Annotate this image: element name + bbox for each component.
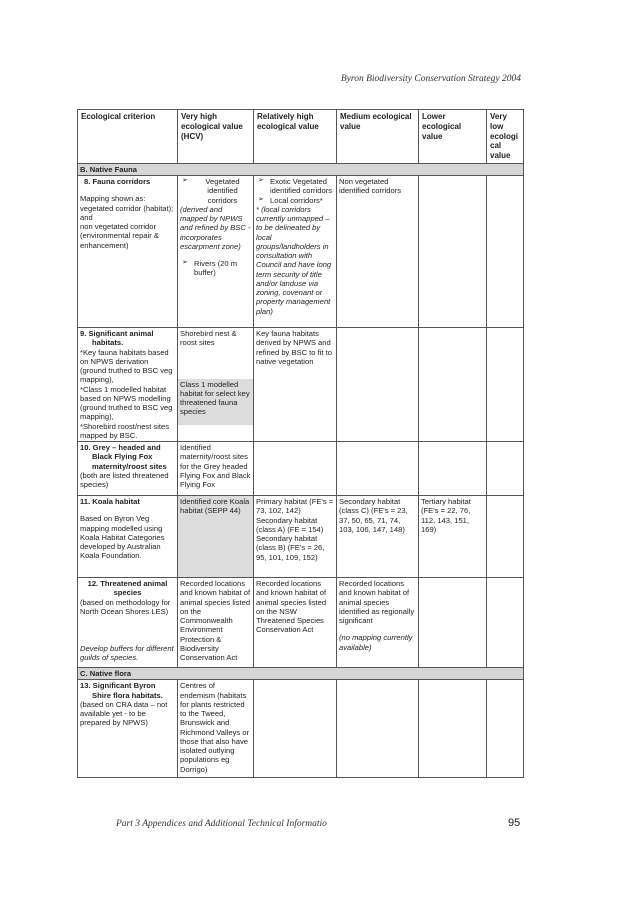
- criterion-title: 10. Grey – headed and: [80, 443, 161, 452]
- value-cell: Recorded locations and known habitat of animal species listed on the NSW Threatened Species Conservation Act: [254, 578, 337, 668]
- criterion-desc: *Class 1 modelled habitat based on NPWS modelling (ground truthed to BSC veg mapping),: [80, 384, 173, 422]
- value-cell: [487, 328, 524, 442]
- value-cell: [337, 328, 419, 442]
- value-text: Class 1 modelled habitat for select key threatened fauna species: [178, 379, 253, 425]
- value-cell: Identified maternity/roost sites for the Grey headed Flying Fox and Black Flying Fox: [178, 442, 254, 496]
- value-cell: [487, 578, 524, 668]
- bullet-item: ➢ Rivers (20 m buffer): [180, 259, 251, 278]
- criterion-desc: vegetated corridor (habitat); and: [80, 203, 174, 222]
- value-cell: [419, 328, 487, 442]
- table-row: [78, 680, 524, 778]
- value-cell: [487, 680, 524, 778]
- criterion-desc: (based on methodology for North Ocean Shores LES): [80, 597, 171, 616]
- table-row: [78, 578, 524, 668]
- criterion-desc: non vegetated corridor (environmental repair & enhancement): [80, 222, 159, 250]
- table-header-row: [78, 110, 524, 164]
- criterion-desc: Based on Byron Veg mapping modelled using Koala Habitat Categories developed by Australian Koala Foundation.: [80, 514, 165, 561]
- criterion-title: 12. Threatened animal: [87, 579, 168, 588]
- value-text: Primary habitat (FE's = 73, 102, 142): [256, 497, 334, 516]
- value-cell: Non vegetated identified corridors: [337, 176, 419, 328]
- value-cell: [419, 680, 487, 778]
- table-row: [78, 496, 524, 578]
- value-cell: [487, 442, 524, 496]
- criterion-title: habitats.: [92, 338, 124, 348]
- running-footer: Part 3 Appendices and Additional Technical Informatio: [116, 819, 327, 829]
- value-note: (derived and mapped by NPWS and refined by BSC - incorporates escarpment zone): [180, 204, 251, 251]
- section-title: B. Native Fauna: [78, 163, 524, 175]
- section-title: C. Native flora: [78, 668, 524, 680]
- value-cell: [254, 176, 337, 328]
- value-cell: [178, 176, 254, 328]
- col-header: Very low ecological value: [487, 110, 524, 164]
- criterion-title: 11. Koala habitat: [80, 497, 140, 506]
- value-cell: [487, 176, 524, 328]
- criterion-cell: [78, 176, 178, 328]
- criterion-cell: [78, 442, 178, 496]
- criterion-title: 13. Significant Byron: [80, 681, 156, 691]
- criterion-title: species: [113, 588, 142, 598]
- value-cell: Identified core Koala habitat (SEPP 44): [178, 496, 254, 578]
- value-note: (no mapping currently available): [339, 633, 413, 652]
- value-cell: Secondary habitat (class C) (FE's = 23, 37, 50, 65, 71, 74, 103, 106, 147, 148): [337, 496, 419, 578]
- criterion-desc: (both are listed threatened species): [80, 470, 169, 489]
- criterion-desc: Mapping shown as:: [80, 194, 146, 204]
- value-cell: [254, 496, 337, 578]
- value-cell: [337, 680, 419, 778]
- criterion-note: Develop buffers for different guilds of species.: [80, 644, 174, 663]
- col-header: Lower ecological value: [419, 110, 487, 164]
- table-row: [78, 328, 524, 442]
- col-header: Ecological criterion: [78, 110, 178, 164]
- value-cell: [419, 578, 487, 668]
- value-text: Secondary habitat (class B) (FE's = 26, 95, 101, 109, 152): [256, 534, 325, 562]
- value-cell: [178, 328, 254, 442]
- bullet-item: ➢ Vegetated identified corridors: [180, 177, 251, 205]
- value-cell: Centres of endemism (habitats for plants restricted to the Tweed, Brunswick and Richmond Valleys or those that also have isolated outlying populations eg Dorrigo): [178, 680, 254, 778]
- value-text: Recorded locations and known habitat of animal species identified as regionally significant: [339, 579, 415, 625]
- value-cell: Key fauna habitats derived by NPWS and refined by BSC to fit to native vegetation: [254, 328, 337, 442]
- criterion-title: 9. Significant animal: [80, 329, 154, 338]
- criterion-cell: [78, 680, 178, 778]
- criterion-title: Black Flying Fox maternity/roost sites: [92, 452, 167, 471]
- criterion-desc: *Shorebird roost/nest sites mapped by BSC.: [80, 421, 170, 440]
- criterion-desc: *Key fauna habitats based on NPWS derivation (ground truthed to BSC veg mapping),: [80, 347, 173, 385]
- value-cell: [337, 578, 419, 668]
- criterion-title: 8. Fauna corridors: [84, 177, 151, 186]
- col-header: Relatively high ecological value: [254, 110, 337, 164]
- bullet-item: ➢ Local corridors*: [256, 196, 334, 205]
- value-cell: [337, 442, 419, 496]
- criterion-title: Shire flora habitats.: [92, 690, 163, 700]
- value-cell: [419, 442, 487, 496]
- col-header: Medium ecological value: [337, 110, 419, 164]
- value-cell: Tertiary habitat (FE's = 22, 76, 112, 143, 151, 169): [419, 496, 487, 578]
- criterion-desc: (based on CRA data – not available yet - to be prepared by NPWS): [80, 699, 168, 728]
- section-row: [78, 163, 524, 175]
- bullet-item: ➢ Exotic Vegetated identified corridors: [256, 177, 334, 196]
- section-row: [78, 668, 524, 680]
- table-row: [78, 176, 524, 328]
- value-cell: [419, 176, 487, 328]
- table-row: [78, 442, 524, 496]
- value-cell: Recorded locations and known habitat of animal species listed on the Commonwealth Environment Protection & Biodiversity Conservation Act: [178, 578, 254, 668]
- page-number: 95: [508, 817, 521, 829]
- criterion-cell: [78, 328, 178, 442]
- running-header: Byron Biodiversity Conservation Strategy 2004: [340, 74, 521, 84]
- value-note: * (local corridors currently unmapped – to be delineated by local groups/landholders in consultation with Council and have long term security of title and/or landuse via zoning, covenant or property management plan): [256, 204, 332, 316]
- value-text: Secondary habitat (class A) (FE = 154): [256, 515, 324, 534]
- value-text: Shorebird nest & roost sites: [180, 329, 237, 348]
- criterion-cell: [78, 578, 178, 668]
- value-cell: [487, 496, 524, 578]
- value-cell: [254, 680, 337, 778]
- criterion-cell: [78, 496, 178, 578]
- criteria-table: [77, 109, 524, 778]
- col-header: Very high ecological value (HCV): [178, 110, 254, 164]
- value-cell: [254, 442, 337, 496]
